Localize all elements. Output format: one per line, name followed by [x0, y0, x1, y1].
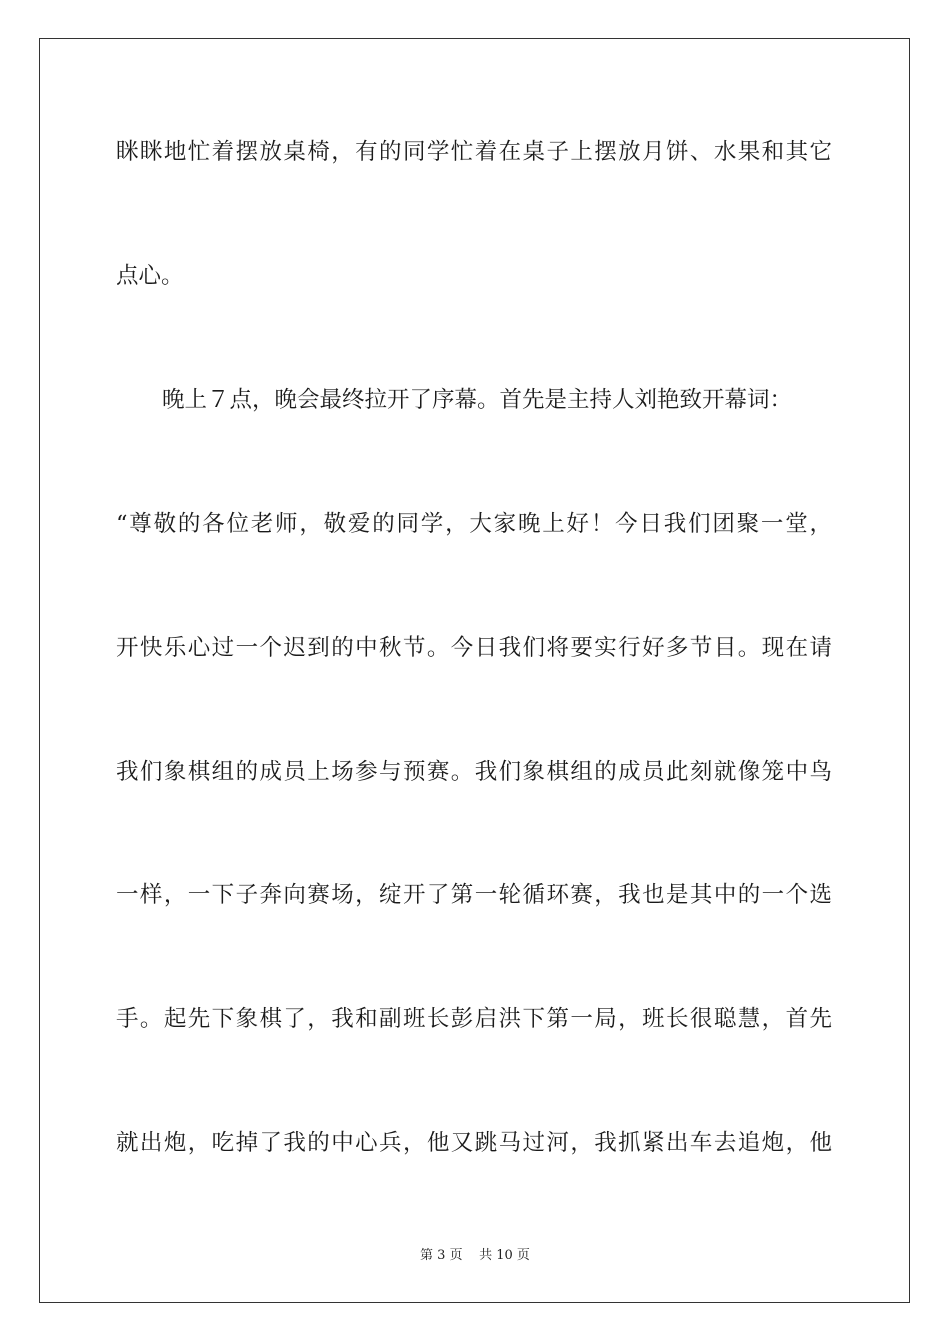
page-number: 第 3 页	[420, 1248, 463, 1263]
text-line-2: 点心。	[116, 263, 184, 289]
text-line-3: 晚上７点，晚会最终拉开了序幕。首先是主持人刘艳致开幕词：	[162, 387, 793, 413]
text-line-4: “尊敬的各位老师，敬爱的同学，大家晚上好！今日我们团聚一堂，	[116, 511, 832, 537]
text-line-1: 眯眯地忙着摆放桌椅，有的同学忙着在桌子上摆放月饼、水果和其它	[116, 139, 832, 165]
text-line-6: 我们象棋组的成员上场参与预赛。我们象棋组的成员此刻就像笼中鸟	[116, 759, 832, 785]
text-line-8: 手。起先下象棋了，我和副班长彭启洪下第一局，班长很聪慧，首先	[116, 1006, 832, 1032]
page-footer	[0, 1247, 950, 1265]
page-frame	[39, 38, 910, 1303]
text-line-9: 就出炮，吃掉了我的中心兵，他又跳马过河，我抓紧出车去追炮，他	[116, 1130, 832, 1156]
text-line-5: 开快乐心过一个迟到的中秋节。今日我们将要实行好多节目。现在请	[116, 635, 832, 661]
page-total: 共 10 页	[479, 1248, 530, 1263]
text-line-7: 一样，一下子奔向赛场，绽开了第一轮循环赛，我也是其中的一个选	[116, 882, 832, 908]
